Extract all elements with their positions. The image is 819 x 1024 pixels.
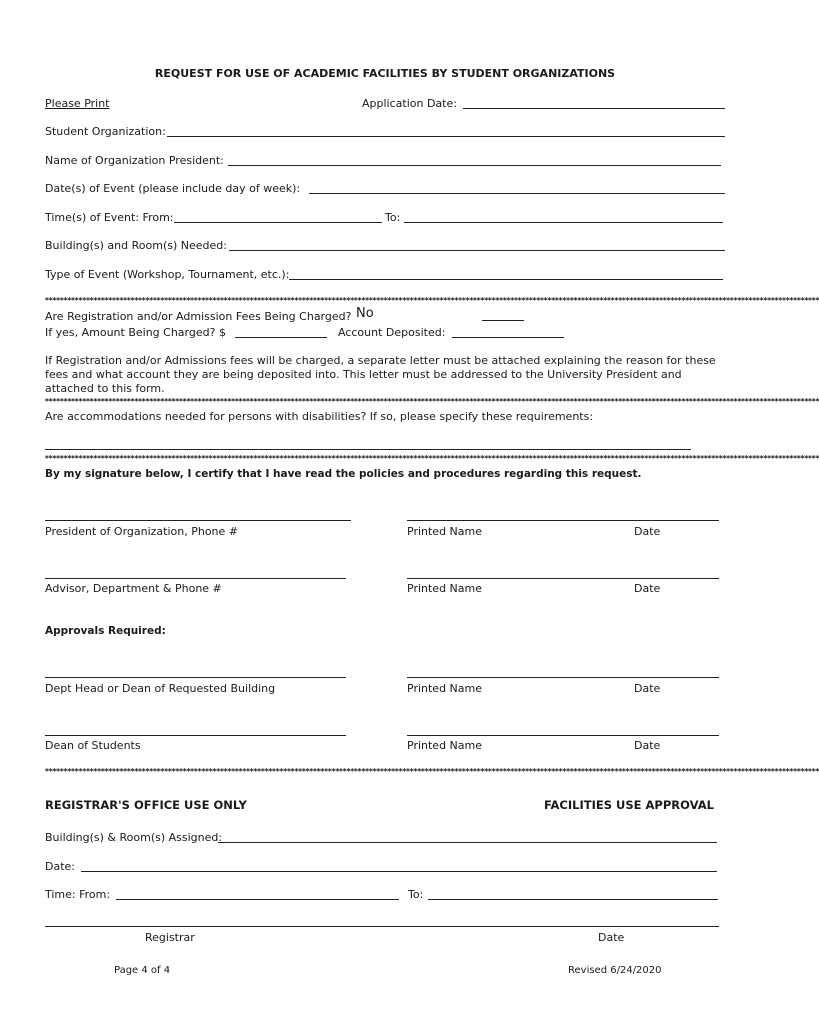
registrar-date-label: Date: [45, 860, 75, 873]
dean-students-signature-line[interactable] [45, 735, 346, 736]
fees-amount-line[interactable] [235, 337, 327, 338]
event-dates-label: Date(s) of Event (please include day of week): [45, 182, 301, 195]
printed-name-line[interactable] [407, 677, 719, 678]
application-date-label: Application Date: [362, 97, 457, 110]
dean-students-label: Dean of Students [45, 739, 141, 752]
revised-date: Revised 6/24/2020 [568, 965, 662, 976]
event-time-to-line[interactable] [404, 222, 723, 223]
buildings-assigned-label: Building(s) & Room(s) Assigned: [45, 831, 223, 844]
separator-stars: **************************************************************************************************************************************************************************************************************** [45, 296, 819, 305]
printed-name-label: Printed Name [407, 525, 483, 538]
fees-note: If Registration and/or Admissions fees will be charged, a separate letter must be attached explaining the reason for these fees and what account they are being deposited into. This letter must be addressed to the University President and attached to this form. [45, 354, 716, 395]
separator-stars: **************************************************************************************************************************************************************************************************************** [45, 454, 819, 463]
separator-stars: **************************************************************************************************************************************************************************************************************** [45, 767, 819, 776]
application-date-line[interactable] [463, 108, 725, 109]
student-org-line[interactable] [167, 136, 725, 137]
registrar-heading: REGISTRAR'S OFFICE USE ONLY [45, 798, 247, 812]
org-president-label: Name of Organization President: [45, 154, 224, 167]
fees-answer-line[interactable] [482, 320, 524, 321]
printed-name-label: Printed Name [407, 682, 483, 695]
date-label: Date [634, 682, 661, 695]
dept-head-label: Dept Head or Dean of Requested Building [45, 682, 276, 695]
page-number: Page 4 of 4 [114, 965, 171, 976]
fees-amount-label: If yes, Amount Being Charged? $ [45, 326, 226, 339]
printed-name-line[interactable] [407, 735, 719, 736]
fees-account-label: Account Deposited: [338, 326, 446, 339]
event-type-line[interactable] [289, 279, 723, 280]
event-type-label: Type of Event (Workshop, Tournament, etc.): [45, 268, 290, 281]
buildings-rooms-line[interactable] [229, 250, 725, 251]
date-label: Date [634, 582, 661, 595]
president-signature-label: President of Organization, Phone # [45, 525, 239, 538]
printed-name-label: Printed Name [407, 739, 483, 752]
student-org-label: Student Organization: [45, 125, 166, 138]
registrar-date-sig-label: Date [598, 931, 625, 944]
separator-stars: **************************************************************************************************************************************************************************************************************** [45, 397, 819, 406]
registrar-time-to-line[interactable] [428, 899, 718, 900]
buildings-rooms-label: Building(s) and Room(s) Needed: [45, 239, 227, 252]
event-time-from-label: Time(s) of Event: From: [45, 211, 174, 224]
date-label: Date [634, 525, 661, 538]
approvals-heading: Approvals Required: [45, 625, 166, 637]
advisor-signature-line[interactable] [45, 578, 346, 579]
date-label: Date [634, 739, 661, 752]
registrar-time-to-label: To: [408, 888, 424, 901]
facilities-approval-heading: FACILITIES USE APPROVAL [544, 798, 714, 812]
registrar-signature-line[interactable] [45, 926, 719, 927]
event-time-to-label: To: [385, 211, 401, 224]
certify-statement: By my signature below, I certify that I have read the policies and procedures regarding this request. [45, 468, 642, 480]
org-president-line[interactable] [228, 165, 721, 166]
registrar-date-line[interactable] [81, 871, 717, 872]
printed-name-line[interactable] [407, 520, 719, 521]
registrar-signature-label: Registrar [145, 931, 195, 944]
president-signature-line[interactable] [45, 520, 351, 521]
printed-name-label: Printed Name [407, 582, 483, 595]
form-title: REQUEST FOR USE OF ACADEMIC FACILITIES BY STUDENT ORGANIZATIONS [154, 67, 616, 80]
fees-answer-value[interactable]: No [356, 306, 374, 321]
fees-question: Are Registration and/or Admission Fees Being Charged? [45, 310, 352, 323]
event-dates-line[interactable] [309, 193, 725, 194]
dept-head-signature-line[interactable] [45, 677, 346, 678]
advisor-signature-label: Advisor, Department & Phone # [45, 582, 222, 595]
fees-account-line[interactable] [452, 337, 564, 338]
accommodations-line[interactable] [45, 449, 691, 450]
registrar-time-from-line[interactable] [116, 899, 399, 900]
please-print-label: Please Print [45, 97, 110, 110]
printed-name-line[interactable] [407, 578, 719, 579]
accommodations-question: Are accommodations needed for persons with disabilities? If so, please specify these requirements: [45, 410, 594, 423]
registrar-time-from-label: Time: From: [45, 888, 111, 901]
buildings-assigned-line[interactable] [218, 842, 717, 843]
event-time-from-line[interactable] [174, 222, 382, 223]
